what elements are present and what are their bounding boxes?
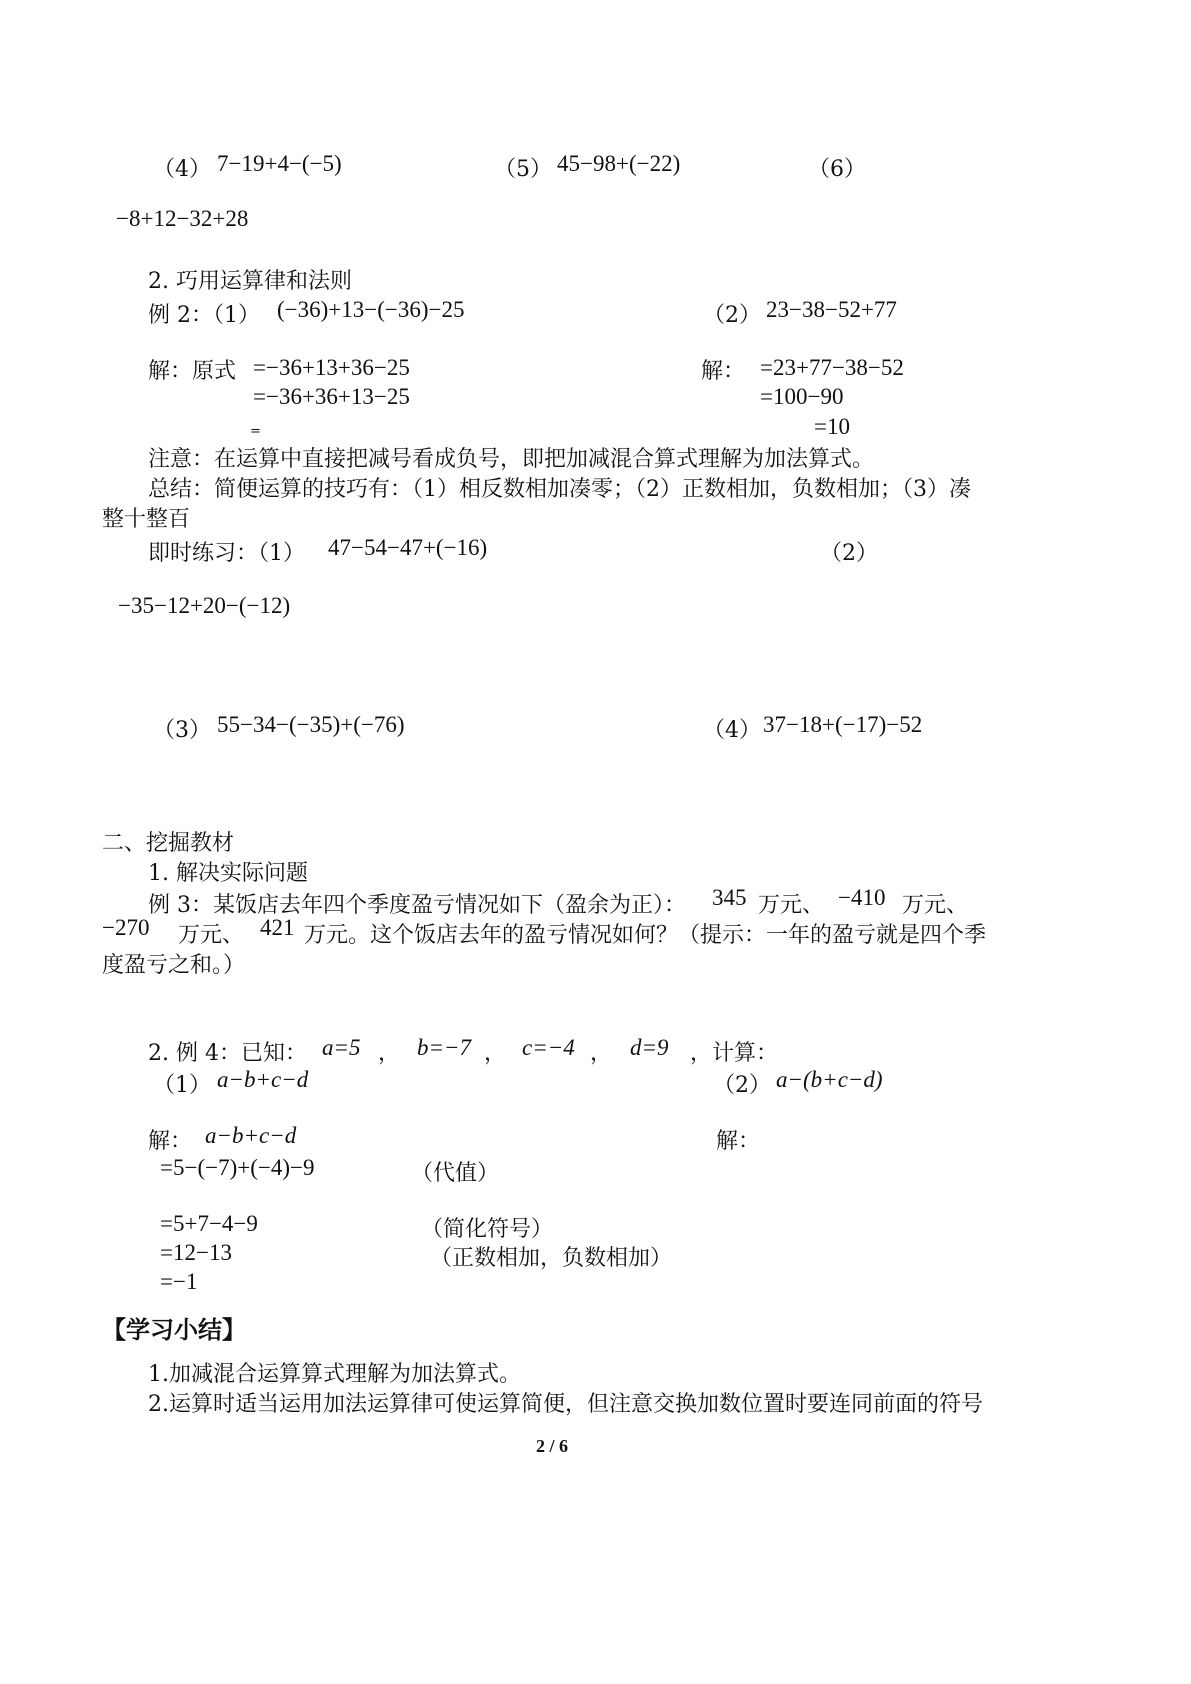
step-4: =−1: [160, 1269, 198, 1294]
note-text: 注意：在运算中直接把减号看成负号，即把加减混合算式理解为加法算式。: [148, 447, 875, 472]
summary-item-2: 2.运算时适当运用加法运算律可使运算简便，但注意交换加数位置时要连同前面的符号: [148, 1392, 983, 1417]
value-minus-410: −410: [838, 885, 886, 910]
summary-line-1: 总结：简便运算的技巧有：（1）相反数相加凑零；（2）正数相加，负数相加；（3）凑: [148, 477, 971, 502]
practice-expression-3: 55−34−(−35)+(−76): [217, 712, 405, 737]
solution-1-label: 解：原式: [148, 359, 237, 384]
unit-2: 万元、: [902, 893, 969, 918]
unit-1: 万元、: [758, 893, 825, 918]
example-4-label: 2. 例 4：已知：: [148, 1041, 307, 1066]
practice-expression-4: 37−18+(−17)−52: [763, 712, 923, 737]
example-2-expression-1: (−36)+13−(−36)−25: [277, 297, 465, 322]
step-3-note: （正数相加，负数相加）: [430, 1246, 673, 1271]
practice-label-3: （3）: [153, 718, 211, 743]
question-2-expression: a−(b+c−d): [776, 1067, 883, 1092]
practice-label-1: 即时练习：（1）: [148, 541, 305, 566]
practice-label-2: （2）: [820, 541, 878, 566]
practice-expression-1: 47−54−47+(−16): [328, 535, 488, 560]
unit-3: 万元、: [178, 923, 245, 948]
item-4-expression: 7−19+4−(−5): [217, 151, 342, 176]
solution-1-line-3: =: [250, 424, 261, 439]
step-2: =5+7−4−9: [160, 1211, 258, 1236]
question-1-label: （1）: [153, 1073, 211, 1098]
practice-expression-2: −35−12+20−(−12): [118, 593, 291, 618]
item-5-expression: 45−98+(−22): [557, 151, 681, 176]
c-definition: c=−4: [522, 1035, 575, 1060]
example-3-intro: 例 3：某饭店去年四个季度盈亏情况如下（盈余为正）：: [148, 893, 686, 918]
question-2-label: （2）: [713, 1073, 771, 1098]
solution-2-line-2: =100−90: [760, 384, 844, 409]
step-1-note: （代值）: [411, 1161, 500, 1186]
sub-1-title: 1. 解决实际问题: [148, 861, 308, 886]
step-1: =5−(−7)+(−4)−9: [160, 1155, 315, 1180]
comma-1: ，: [378, 1041, 401, 1066]
value-345: 345: [712, 885, 747, 910]
item-4-label: （4）: [153, 157, 211, 182]
item-6-label: （6）: [808, 157, 866, 182]
example-2-label: 例 2：（1）: [148, 303, 260, 328]
solution-2-line-3: =10: [814, 414, 850, 439]
summary-line-2: 整十整百: [102, 507, 191, 532]
part-2-title: 二、挖掘教材: [102, 831, 235, 856]
b-definition: b=−7: [417, 1035, 472, 1060]
example-2-label-2: （2）: [703, 303, 761, 328]
solution-2-label: 解：: [701, 359, 746, 384]
value-421: 421: [260, 915, 295, 940]
comma-3: ，: [590, 1041, 613, 1066]
solution-1-line-1: =−36+13+36−25: [253, 355, 410, 380]
d-definition: d=9: [630, 1035, 669, 1060]
a-definition: a=5: [322, 1035, 361, 1060]
solution-2-line-1: =23+77−38−52: [760, 355, 904, 380]
solution-4-2-label: 解：: [716, 1129, 761, 1154]
step-2-note: （简化符号）: [421, 1217, 554, 1242]
solution-4-expression: a−b+c−d: [205, 1123, 297, 1148]
example-2-expression-2: 23−38−52+77: [766, 297, 897, 322]
question-1-expression: a−b+c−d: [217, 1067, 309, 1092]
step-3: =12−13: [160, 1240, 232, 1265]
solution-1-line-2: =−36+36+13−25: [253, 384, 410, 409]
example-3-line-2: 万元。这个饭店去年的盈亏情况如何？（提示：一年的盈亏就是四个季: [304, 923, 987, 948]
comma-2: ，: [484, 1041, 507, 1066]
item-6-expression: −8+12−32+28: [116, 206, 249, 231]
practice-label-4: （4）: [703, 718, 761, 743]
compute-label: ，计算：: [690, 1041, 779, 1066]
value-minus-270: −270: [102, 915, 150, 940]
solution-4-label: 解：: [148, 1129, 193, 1154]
page-number: 2 / 6: [536, 1436, 569, 1456]
summary-heading: 【学习小结】: [102, 1315, 246, 1344]
example-3-line-3: 度盈亏之和。）: [102, 953, 246, 978]
section-2-title: 2. 巧用运算律和法则: [148, 269, 352, 294]
summary-item-1: 1.加减混合运算算式理解为加法算式。: [148, 1362, 521, 1387]
item-5-label: （5）: [494, 157, 552, 182]
